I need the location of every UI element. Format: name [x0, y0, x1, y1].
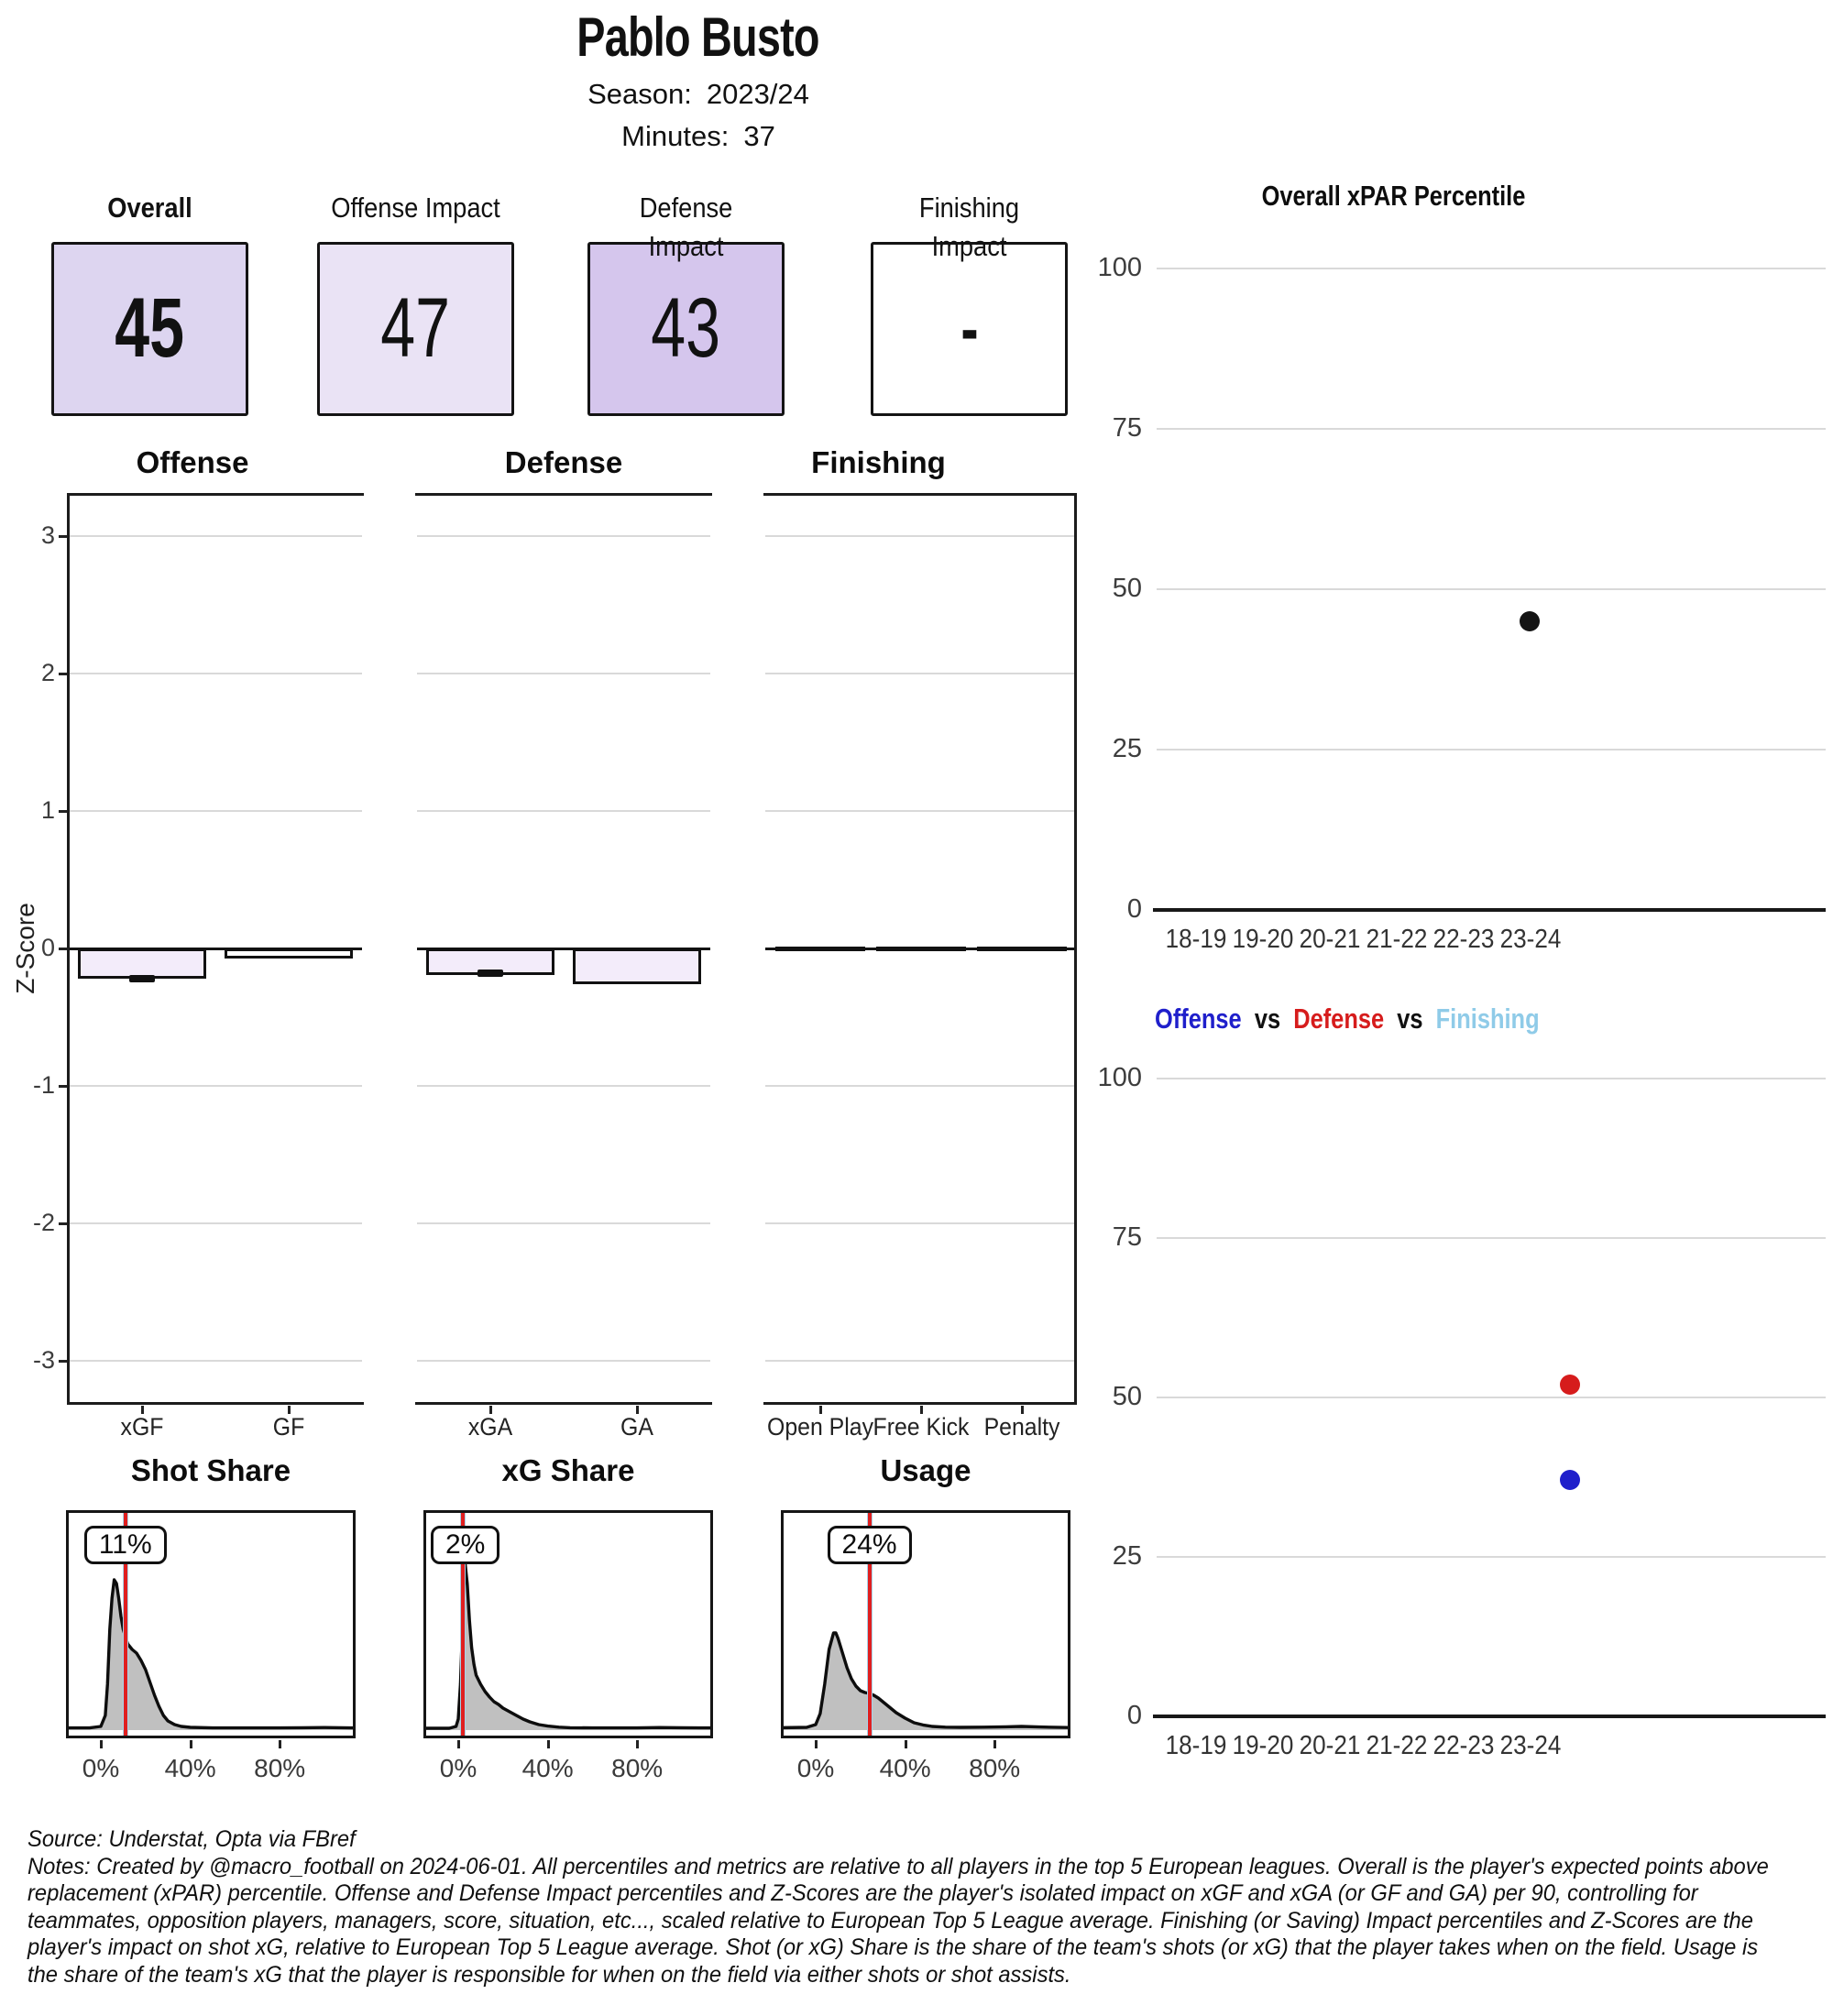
source-line: Source: Understat, Opta via FBref — [27, 1826, 356, 1852]
zscore-gridline — [765, 673, 1074, 674]
category-label: xGA — [467, 1413, 513, 1441]
panel-right-border — [1074, 493, 1077, 1405]
impact-box-label: Offense Impact — [331, 192, 500, 224]
zscore-panel-title: Finishing — [811, 445, 946, 479]
header — [0, 5, 1397, 153]
density-xtick-label: 40% — [164, 1754, 216, 1782]
scatter-xtick-label: 23-24 — [1499, 1731, 1562, 1760]
notes-line: replacement (xPAR) percentile. Offense and Defense Impact percentiles and Z-Scores are the player's isolated impact on xGF and xGA (or GF and GA) per 90, controlling for — [27, 1880, 1698, 1907]
panel-top-border — [67, 493, 364, 496]
scatter-xtick-label: 22-23 — [1432, 925, 1495, 954]
zscore-gridline — [765, 535, 1074, 537]
x-tick-mark — [905, 1740, 907, 1748]
zscore-bar — [225, 948, 353, 959]
density-curve — [784, 1513, 1068, 1736]
zscore-ytick-label: -2 — [32, 1209, 55, 1236]
scatter-title — [999, 1003, 1696, 1035]
scatter-ytick-label: 25 — [1112, 734, 1142, 763]
scatter-ytick-label: 0 — [1126, 894, 1142, 924]
scatter-gridline — [1157, 749, 1826, 751]
notes-line: teammates, opposition players, managers, score, situation, etc..., scaled relative to European Top 5 League average. Finishing (or Saving) Impact percentiles and Z-Scores are the — [27, 1907, 1753, 1934]
legend-part: Offense — [1155, 1003, 1242, 1035]
scatter-xtick-label: 18-19 — [1165, 925, 1227, 954]
scatter-gridline — [1157, 268, 1826, 269]
zscore-gridline — [417, 1085, 710, 1087]
category-label: Open Play — [766, 1413, 873, 1441]
category-label: GA — [620, 1413, 653, 1441]
impact-box-label: Finishing Impact — [918, 192, 1020, 262]
density-xtick-label: 40% — [879, 1754, 931, 1782]
panel-top-border — [763, 493, 1076, 496]
value-badge: 24% — [828, 1526, 912, 1564]
scatter-ytick-label: 100 — [1097, 1063, 1142, 1092]
zscore-ytick-label: -1 — [32, 1071, 55, 1099]
density-xtick-label: 40% — [521, 1754, 574, 1782]
scatter-ytick-label: 75 — [1112, 1222, 1142, 1252]
scatter-title — [1045, 180, 1741, 213]
zscore-gridline — [417, 1360, 710, 1362]
x-tick-mark — [547, 1740, 550, 1748]
zscore-gridline — [765, 1085, 1074, 1087]
season-value: 2023/24 — [706, 78, 809, 110]
impact-box-card — [317, 242, 514, 416]
x-tick-mark — [279, 1740, 281, 1748]
season-label: Season: — [587, 78, 692, 110]
zscore-ytick-label: 3 — [40, 521, 55, 549]
impact-box-offense — [317, 189, 514, 416]
density-panel — [66, 1510, 356, 1738]
x-tick-mark — [636, 1740, 639, 1748]
minutes-value: 37 — [743, 120, 775, 152]
density-title: Usage — [880, 1453, 971, 1487]
zscore-panel-title: Offense — [136, 445, 249, 479]
zscore-bar — [573, 948, 701, 984]
zscore-ytick-label: 1 — [40, 796, 55, 824]
legend-part: Defense — [1293, 1003, 1385, 1035]
impact-box-value: 47 — [380, 281, 451, 375]
zscore-gridline — [765, 1360, 1074, 1362]
scatter-xtick-label: 19-20 — [1232, 1731, 1294, 1760]
density-xtick-label: 0% — [82, 1754, 120, 1782]
notes-line: the share of the team's xG that the player is responsible for when on the field via either shots or shot assists. — [27, 1961, 1071, 1988]
density-xtick-label: 80% — [969, 1754, 1021, 1782]
impact-box-label: Defense Impact — [639, 192, 733, 262]
density-title: Shot Share — [130, 1453, 291, 1487]
scatter-xtick-label: 20-21 — [1299, 1731, 1361, 1760]
notes-line: player's impact on shot xG, relative to European Top 5 League average. Shot (or xG) Share is the share of the team's shots (or xG) that the player takes when on the field. Usage is — [27, 1934, 1759, 1961]
zscore-gridline — [69, 810, 362, 812]
category-label: xGF — [120, 1413, 164, 1441]
impact-box-value: - — [960, 288, 979, 368]
legend-part: vs — [1241, 1003, 1294, 1035]
zscore-gridline — [417, 535, 710, 537]
zscore-gridline — [69, 1222, 362, 1224]
density-panel — [781, 1510, 1070, 1738]
density-xtick-label: 0% — [796, 1754, 835, 1782]
y-axis-line — [67, 493, 70, 1405]
scatter-ytick-label: 100 — [1097, 253, 1142, 282]
x-tick-mark — [190, 1740, 192, 1748]
minutes-label: Minutes: — [621, 120, 730, 152]
impact-box-finishing — [871, 189, 1068, 416]
zscore-panel-title: Defense — [504, 445, 623, 479]
category-label: Free Kick — [873, 1413, 970, 1441]
scatter-gridline — [1157, 588, 1826, 590]
legend-part: Finishing — [1435, 1003, 1540, 1035]
zscore-gridline — [417, 810, 710, 812]
scatter-title-text — [1155, 1003, 1540, 1035]
zscore-ytick-label: 2 — [40, 659, 55, 686]
scatter-ytick-label: 50 — [1112, 574, 1142, 603]
panel-top-border — [415, 493, 712, 496]
density-xtick-label: 0% — [439, 1754, 477, 1782]
x-tick-mark — [100, 1740, 103, 1748]
scatter-point-offense — [1560, 1470, 1580, 1490]
scatter-zero-axis — [1153, 908, 1826, 912]
zscore-gridline — [417, 1222, 710, 1224]
value-badge: 11% — [84, 1526, 167, 1564]
zscore-gridline — [69, 1085, 362, 1087]
x-tick-mark — [457, 1740, 460, 1748]
value-badge: 2% — [431, 1526, 499, 1564]
zero-height-bar — [977, 947, 1067, 951]
bar-marker-dash — [129, 975, 155, 982]
scatter-gridline — [1157, 1397, 1826, 1398]
scatter-ytick-label: 50 — [1112, 1382, 1142, 1411]
zscore-gridline — [765, 810, 1074, 812]
zscore-gridline — [69, 535, 362, 537]
x-tick-mark — [993, 1740, 996, 1748]
impact-box-card — [51, 242, 248, 416]
scatter-xtick-label: 19-20 — [1232, 925, 1294, 954]
impact-box-overall — [51, 189, 248, 416]
x-tick-mark — [815, 1740, 818, 1748]
minutes-line — [0, 120, 1397, 153]
zscore-axis-title: Z-Score — [11, 903, 39, 994]
scatter-ytick-label: 75 — [1112, 413, 1142, 443]
scatter-title-text: Overall xPAR Percentile — [1261, 180, 1525, 212]
scatter-gridline — [1157, 1556, 1826, 1558]
scatter-xtick-label: 20-21 — [1299, 925, 1361, 954]
impact-box-label: Overall — [107, 192, 192, 224]
page-title: Pablo Busto — [576, 6, 820, 68]
scatter-point-defense — [1560, 1375, 1580, 1395]
legend-part: vs — [1384, 1003, 1436, 1035]
scatter-xtick-label: 21-22 — [1366, 925, 1428, 954]
impact-box-value: 45 — [115, 281, 185, 375]
zscore-gridline — [69, 673, 362, 674]
impact-box-value: 43 — [651, 281, 721, 375]
season-line — [0, 78, 1397, 111]
zero-height-bar — [775, 947, 865, 951]
density-xtick-label: 80% — [611, 1754, 664, 1782]
scatter-gridline — [1157, 1078, 1826, 1079]
scatter-xtick-label: 18-19 — [1165, 1731, 1227, 1760]
zscore-ytick-label: -3 — [32, 1346, 55, 1374]
scatter-xtick-label: 23-24 — [1499, 925, 1562, 954]
zscore-gridline — [765, 1222, 1074, 1224]
scatter-ytick-label: 25 — [1112, 1541, 1142, 1571]
zscore-ytick-label: 0 — [40, 934, 55, 961]
density-panel — [423, 1510, 713, 1738]
category-label: GF — [272, 1413, 305, 1441]
impact-box-card — [587, 242, 785, 416]
impact-box-card — [871, 242, 1068, 416]
scatter-ytick-label: 0 — [1126, 1701, 1142, 1730]
scatter-point — [1520, 611, 1540, 631]
scatter-xtick-label: 21-22 — [1366, 1731, 1428, 1760]
zero-height-bar — [876, 947, 966, 951]
zscore-gridline — [417, 673, 710, 674]
scatter-gridline — [1157, 1237, 1826, 1239]
density-title: xG Share — [501, 1453, 635, 1487]
zscore-gridline — [69, 1360, 362, 1362]
scatter-xtick-label: 22-23 — [1432, 1731, 1495, 1760]
notes-line: Notes: Created by @macro_football on 2024-06-01. All percentiles and metrics are relative to all players in the top 5 European leagues. Overall is the player's expected points above — [27, 1853, 1769, 1879]
scatter-gridline — [1157, 428, 1826, 430]
footer-notes — [27, 1826, 1833, 1989]
panel-bottom-axis — [763, 1402, 1076, 1405]
category-label: Penalty — [983, 1413, 1060, 1441]
bar-marker-dash — [477, 970, 503, 977]
panel-bottom-axis — [415, 1402, 712, 1405]
scatter-zero-axis — [1153, 1715, 1826, 1718]
panel-bottom-axis — [67, 1402, 364, 1405]
density-xtick-label: 80% — [254, 1754, 306, 1782]
impact-box-defense — [587, 189, 785, 416]
